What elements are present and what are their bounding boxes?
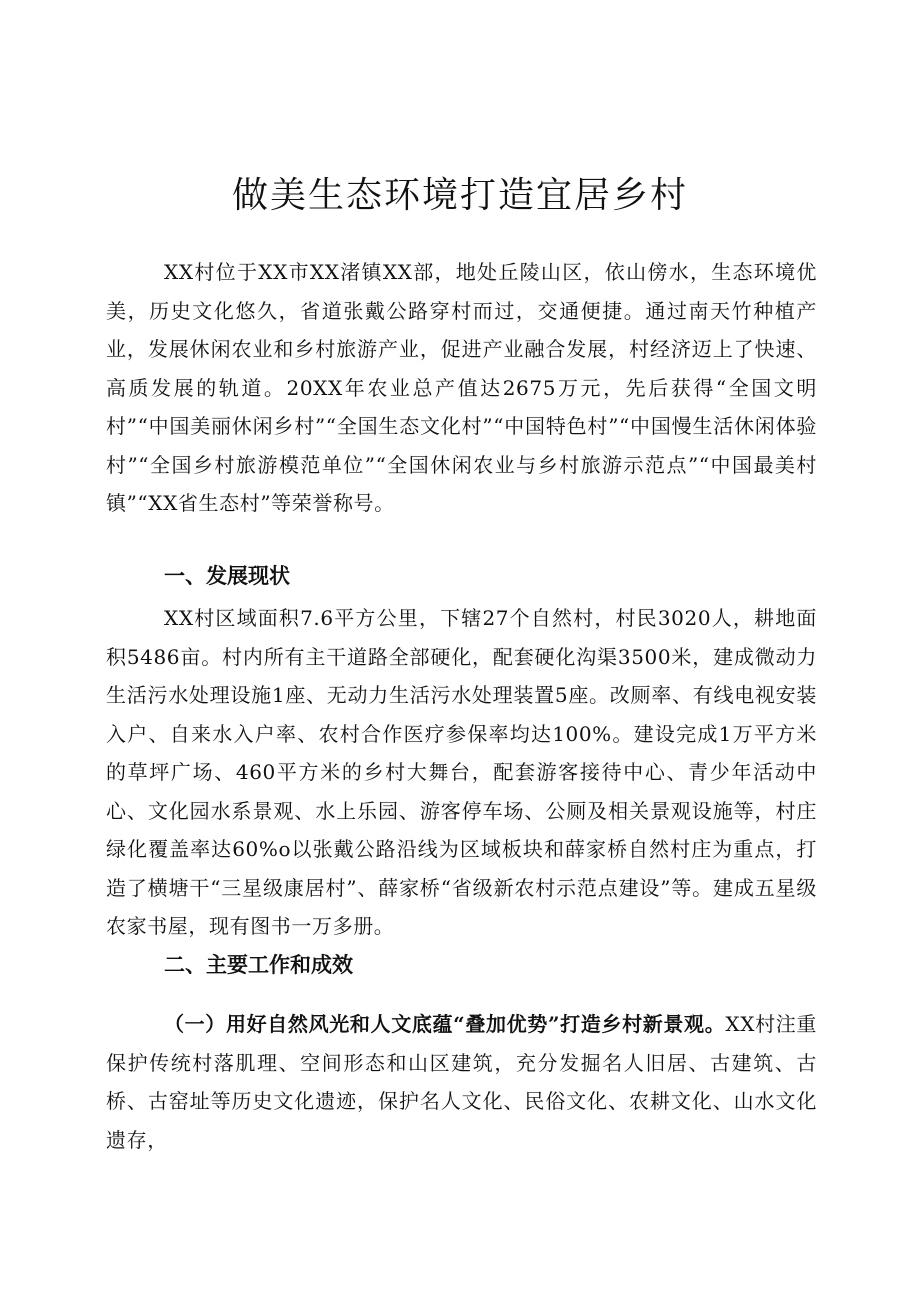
status-paragraph: XX村区域面积7.6平方公里，下辖27个自然村，村民3020人，耕地面积5486亩。村内所有主干道路全部硬化，配套硬化沟渠3500米，建成微动力生活污水处理设施1座、无动力生活污水处理装置5座。改厕率、有线电视安装入户、自来水入户率、农村合作医疗参保率均达100%。建设完成1万平方米的草坪广场、460平方米的乡村大舞台，配套游客接待中心、青少年活动中心、文化园水系景观、水上乐园、游客停车场、公厕及相关景观设施等，村庄绿化覆盖率达60%o以张戴公路沿线为区域板块和薛家桥自然村庄为重点，打造了横塘干“三星级康居村”、薛家桥“省级新农村示范点建设”等。建成五星级农家书屋，现有图书一万多册。 <box>106 606 817 938</box>
subsection-paragraph-1 <box>106 1005 817 1159</box>
subsection-lead-1: （一）用好自然风光和人文底蕴“叠加优势”打造乡村新景观。 <box>164 1012 726 1036</box>
section-heading-status: 一、发展现状 <box>164 564 290 588</box>
section-heading-achievements: 二、主要工作和成效 <box>164 953 353 977</box>
document-title: 做美生态环境打造宜居乡村 <box>231 175 688 216</box>
intro-paragraph: XX村位于XX市XX渚镇XX部，地处丘陵山区，依山傍水，生态环境优美，历史文化悠久，省道张戴公路穿村而过，交通便捷。通过南天竹种植产业，发展休闲农业和乡村旅游产业，促进产业融合发展，村经济迈上了快速、高质发展的轨道。20XX年农业总产值达2675万元，先后获得“全国文明村”“中国美丽休闲乡村”“全国生态文化村”“中国特色村”“中国慢生活休闲体验村”“全国乡村旅游模范单位”“全国休闲农业与乡村旅游示范点”“中国最美村镇”“XX省生态村”等荣誉称号。 <box>106 260 817 515</box>
subsection-body-1: XX村注重保护传统村落肌理、空间形态和山区建筑，充分发掘名人旧居、古建筑、古桥、古窑址等历史文化遗迹，保护名人文化、民俗文化、农耕文化、山水文化遗存， <box>106 1012 818 1152</box>
